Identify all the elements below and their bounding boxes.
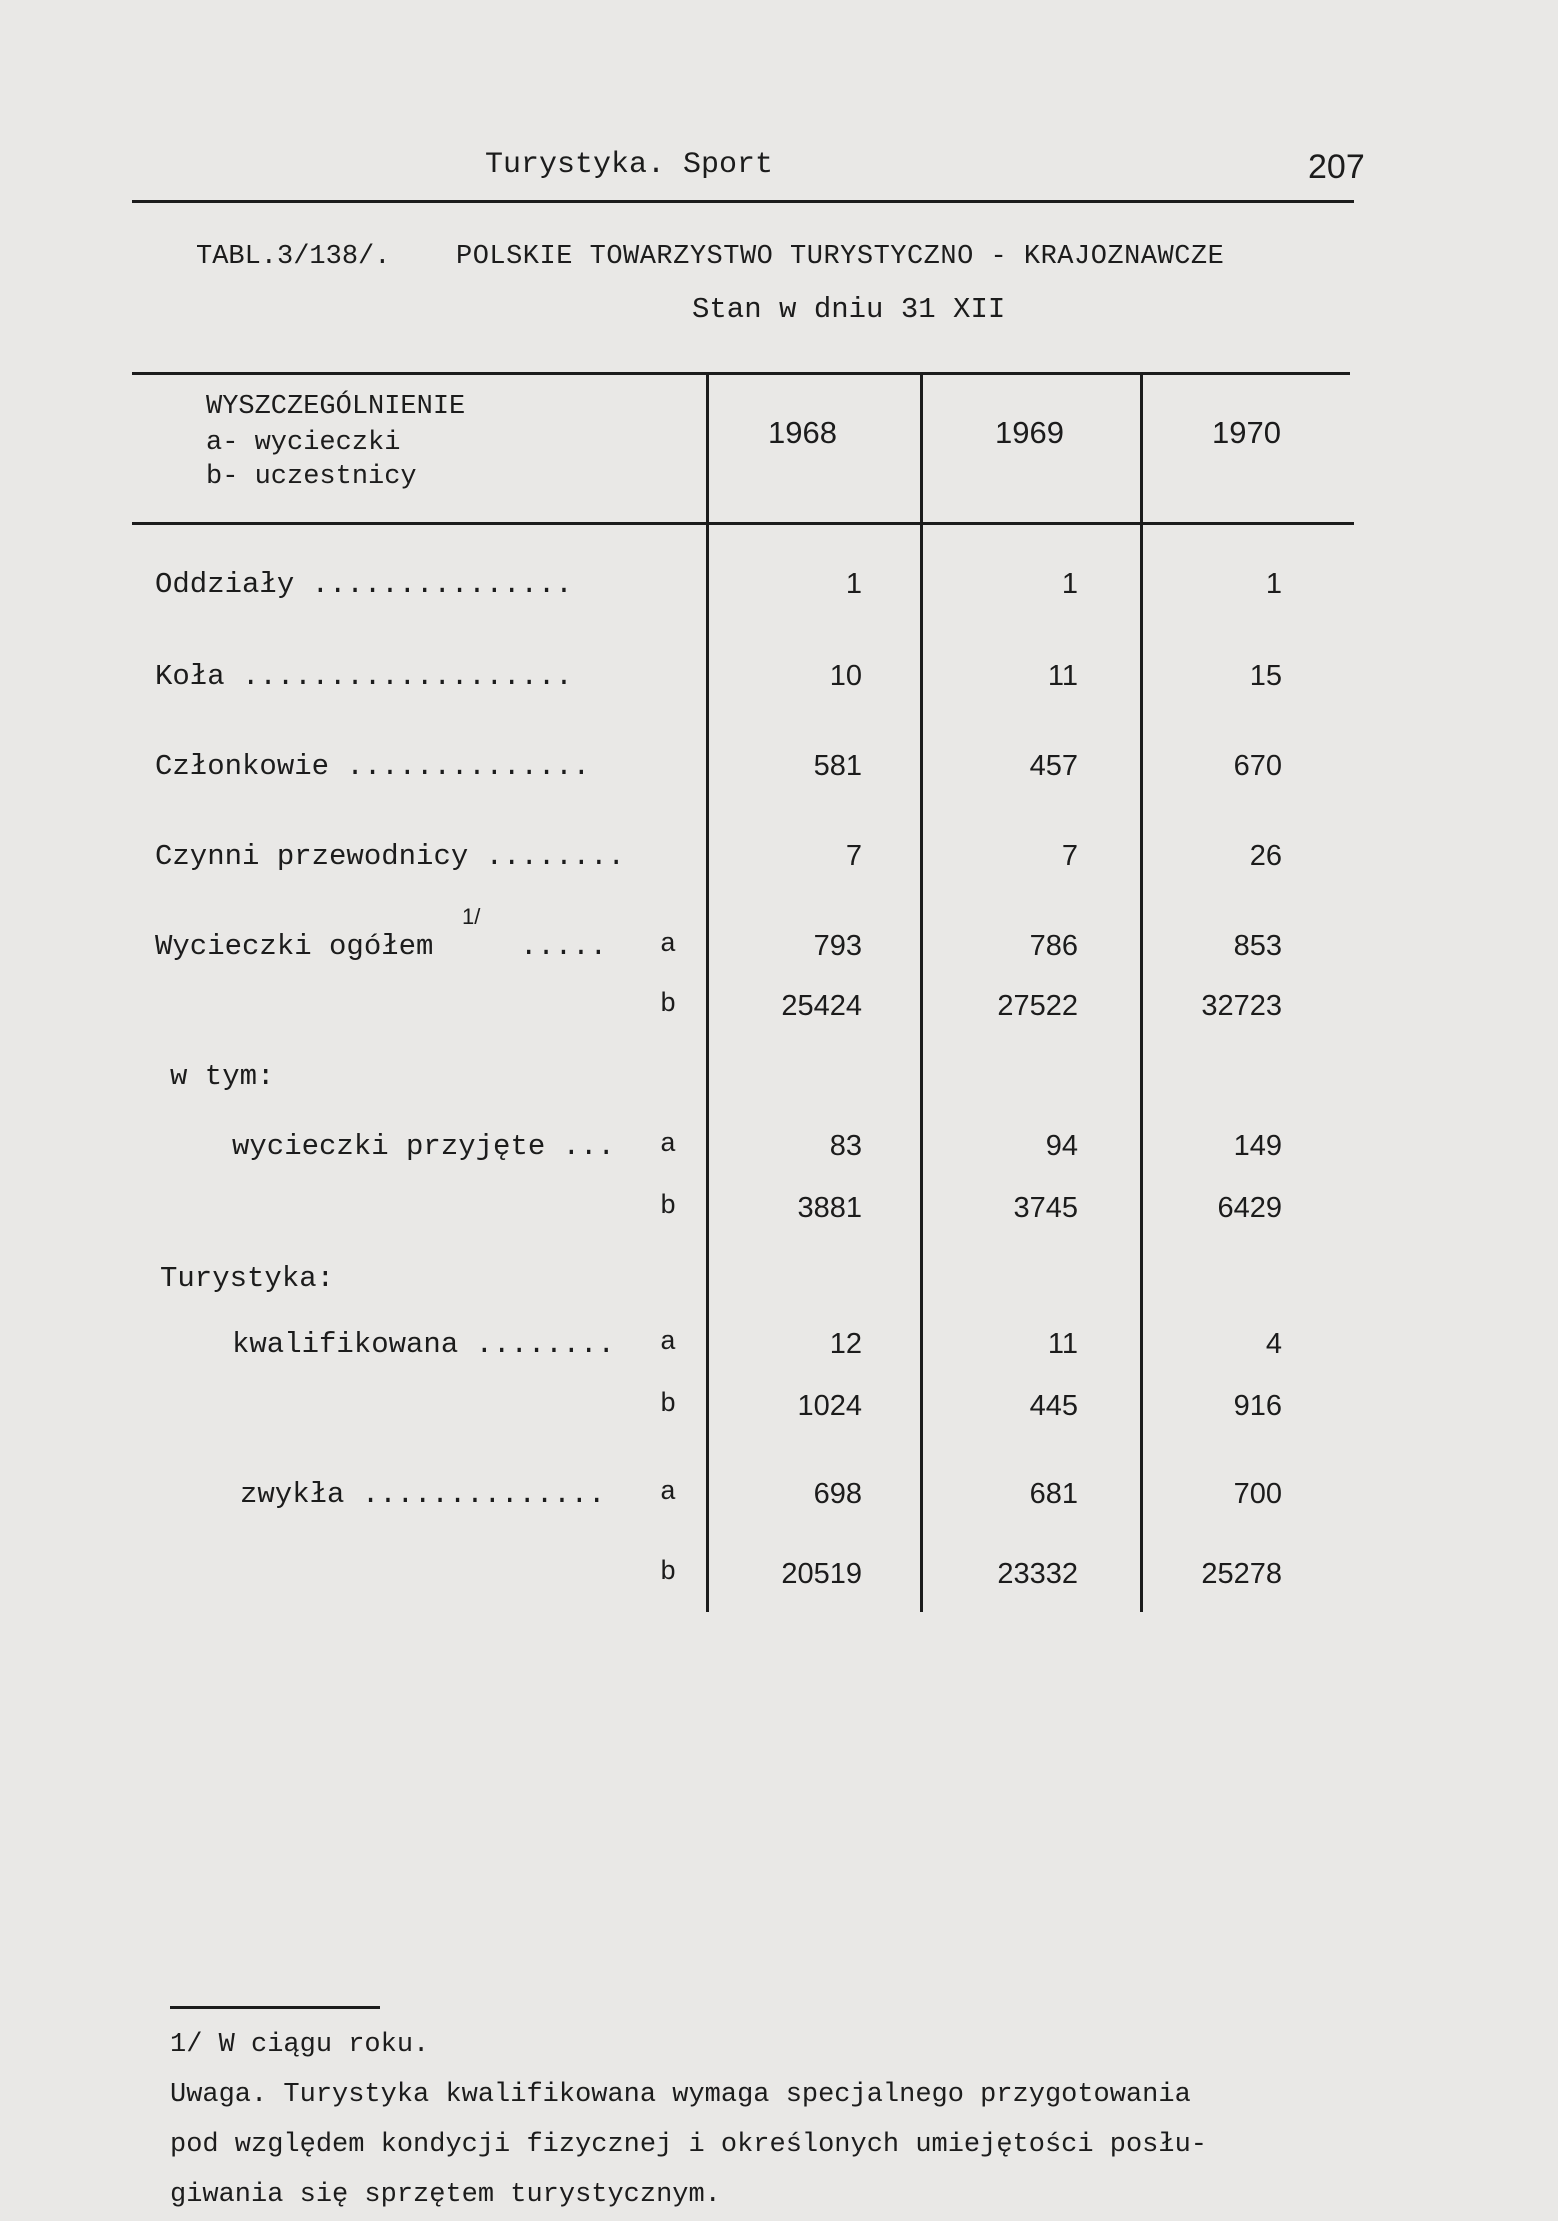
cell-1970: 26 [1249,840,1282,872]
cell-1968: 12 [829,1328,862,1360]
row-label: Czynni przewodnicy ........ [155,840,625,873]
year-header-1970: 1970 [1212,415,1281,450]
row-label: Turystyka: [160,1262,335,1295]
cell-1970: 853 [1233,930,1282,962]
cell-1968: 698 [813,1478,862,1510]
year-header-1968: 1968 [768,415,837,450]
cell-1968: 7 [845,840,862,872]
table-top-rule [132,372,1350,375]
footnote-rule [170,2006,380,2009]
cell-1968: 1024 [797,1390,862,1422]
row-label: kwalifikowana ........ [232,1328,615,1361]
row-label: wycieczki przyjęte ... [232,1130,615,1163]
note-line-2: pod względem kondycji fizycznej i określonych umiejętości posłu- [170,2130,1207,2160]
cell-1968: 10 [829,660,862,692]
cell-1969: 27522 [997,990,1078,1022]
cell-1969: 681 [1029,1478,1078,1510]
table-title: POLSKIE TOWARZYSTWO TURYSTYCZNO - KRAJOZNAWCZE [456,242,1225,272]
footnote-marker: 1/ [462,904,481,929]
cell-1968: 83 [829,1130,862,1162]
cell-1970: 4 [1265,1328,1282,1360]
page-header-title: Turystyka. Sport [485,148,774,182]
cell-1968: 3881 [797,1192,862,1224]
cell-1968: 793 [813,930,862,962]
cell-1969: 11 [1047,1328,1078,1360]
cell-1970: 916 [1233,1390,1282,1422]
cell-1969: 7 [1061,840,1078,872]
cell-1969: 3745 [1013,1192,1078,1224]
cell-1970: 670 [1233,750,1282,782]
note-line-3: giwania się sprzętem turystycznym. [170,2180,721,2210]
cell-1969: 457 [1029,750,1078,782]
cell-1969: 11 [1047,660,1078,692]
cell-1969: 786 [1029,930,1078,962]
cell-1970: 149 [1233,1130,1282,1162]
row-ab-marker: b [660,990,677,1020]
cell-1968: 1 [845,568,862,600]
cell-1970: 15 [1249,660,1282,692]
head-label-line1: WYSZCZEGÓLNIENIE [206,392,466,422]
year-header-1969: 1969 [995,415,1064,450]
footnote-1: 1/ W ciągu roku. [170,2030,430,2060]
cell-1969: 445 [1029,1390,1078,1422]
row-ab-marker: a [660,1328,677,1358]
cell-1969: 94 [1045,1130,1078,1162]
cell-1968: 25424 [781,990,862,1022]
row-dots: ..... [520,930,608,963]
table-subtitle: Stan w dniu 31 XII [692,293,1006,326]
row-ab-marker: a [660,1478,677,1508]
cell-1969: 1 [1061,568,1078,600]
row-ab-marker: b [660,1558,677,1588]
cell-1970: 6429 [1217,1192,1282,1224]
row-label: Wycieczki ogółem [155,930,434,963]
row-label: Oddziały ............... [155,568,573,601]
row-ab-marker: a [660,930,677,960]
row-ab-marker: b [660,1192,677,1222]
cell-1970: 32723 [1201,990,1282,1022]
head-label-line2: a- wycieczki [206,428,401,458]
note-line-1: Uwaga. Turystyka kwalifikowana wymaga specjalnego przygotowania [170,2080,1191,2110]
cell-1968: 20519 [781,1558,862,1590]
row-label: Koła ................... [155,660,573,693]
cell-1970: 1 [1265,568,1282,600]
header-rule [132,200,1354,203]
row-ab-marker: b [660,1390,677,1420]
row-label: w tym: [170,1060,275,1093]
table-head-rule [132,522,1354,525]
page-number: 207 [1308,148,1365,186]
row-ab-marker: a [660,1130,677,1160]
cell-1969: 23332 [997,1558,1078,1590]
head-label-line3: b- uczestnicy [206,462,417,492]
cell-1970: 25278 [1201,1558,1282,1590]
cell-1970: 700 [1233,1478,1282,1510]
row-label: zwykła .............. [240,1478,606,1511]
row-label: Członkowie .............. [155,750,591,783]
table-id: TABL.3/138/. [196,242,391,272]
cell-1968: 581 [813,750,862,782]
